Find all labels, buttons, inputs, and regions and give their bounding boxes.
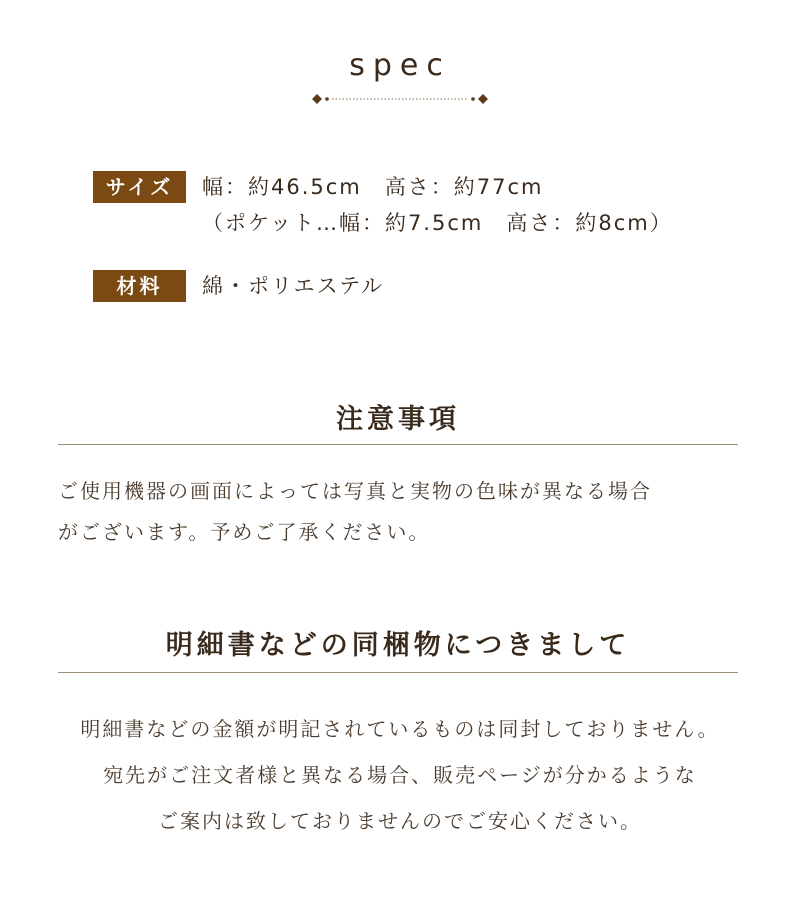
spec-values-size xyxy=(202,171,673,243)
spec-value-line: 綿・ポリエステル xyxy=(202,274,385,298)
spec-label-material: 材料 xyxy=(93,270,186,302)
spec-title: spec xyxy=(349,48,451,83)
spec-row-size xyxy=(93,171,673,243)
notice-heading: 注意事項 xyxy=(336,404,460,435)
invoice-line: 宛先がご注文者様と異なる場合、販売ページが分かるような xyxy=(103,763,697,787)
spec-values-material xyxy=(202,270,384,306)
notice-text xyxy=(58,471,758,553)
invoice-line: ご案内は致しておりませんのでご安心ください。 xyxy=(158,809,642,833)
notice-divider xyxy=(58,444,738,445)
invoice-divider xyxy=(58,672,738,673)
spec-value-line: （ポケット…幅：約7.5cm 高さ：約8cm） xyxy=(202,211,673,235)
notice-line: がございます。予めご了承ください。 xyxy=(58,520,431,544)
spec-label-size: サイズ xyxy=(93,171,186,203)
spec-row-material xyxy=(93,270,384,306)
notice-line: ご使用機器の画面によっては写真と実物の色味が異なる場合 xyxy=(58,479,652,503)
spec-value-line: 幅：約46.5cm 高さ：約77cm xyxy=(202,175,544,199)
invoice-text xyxy=(30,706,770,844)
ornament-divider xyxy=(310,92,490,106)
invoice-line: 明細書などの金額が明記されているものは同封しておりません。 xyxy=(80,717,720,741)
invoice-heading: 明細書などの同梱物につきまして xyxy=(165,630,631,661)
